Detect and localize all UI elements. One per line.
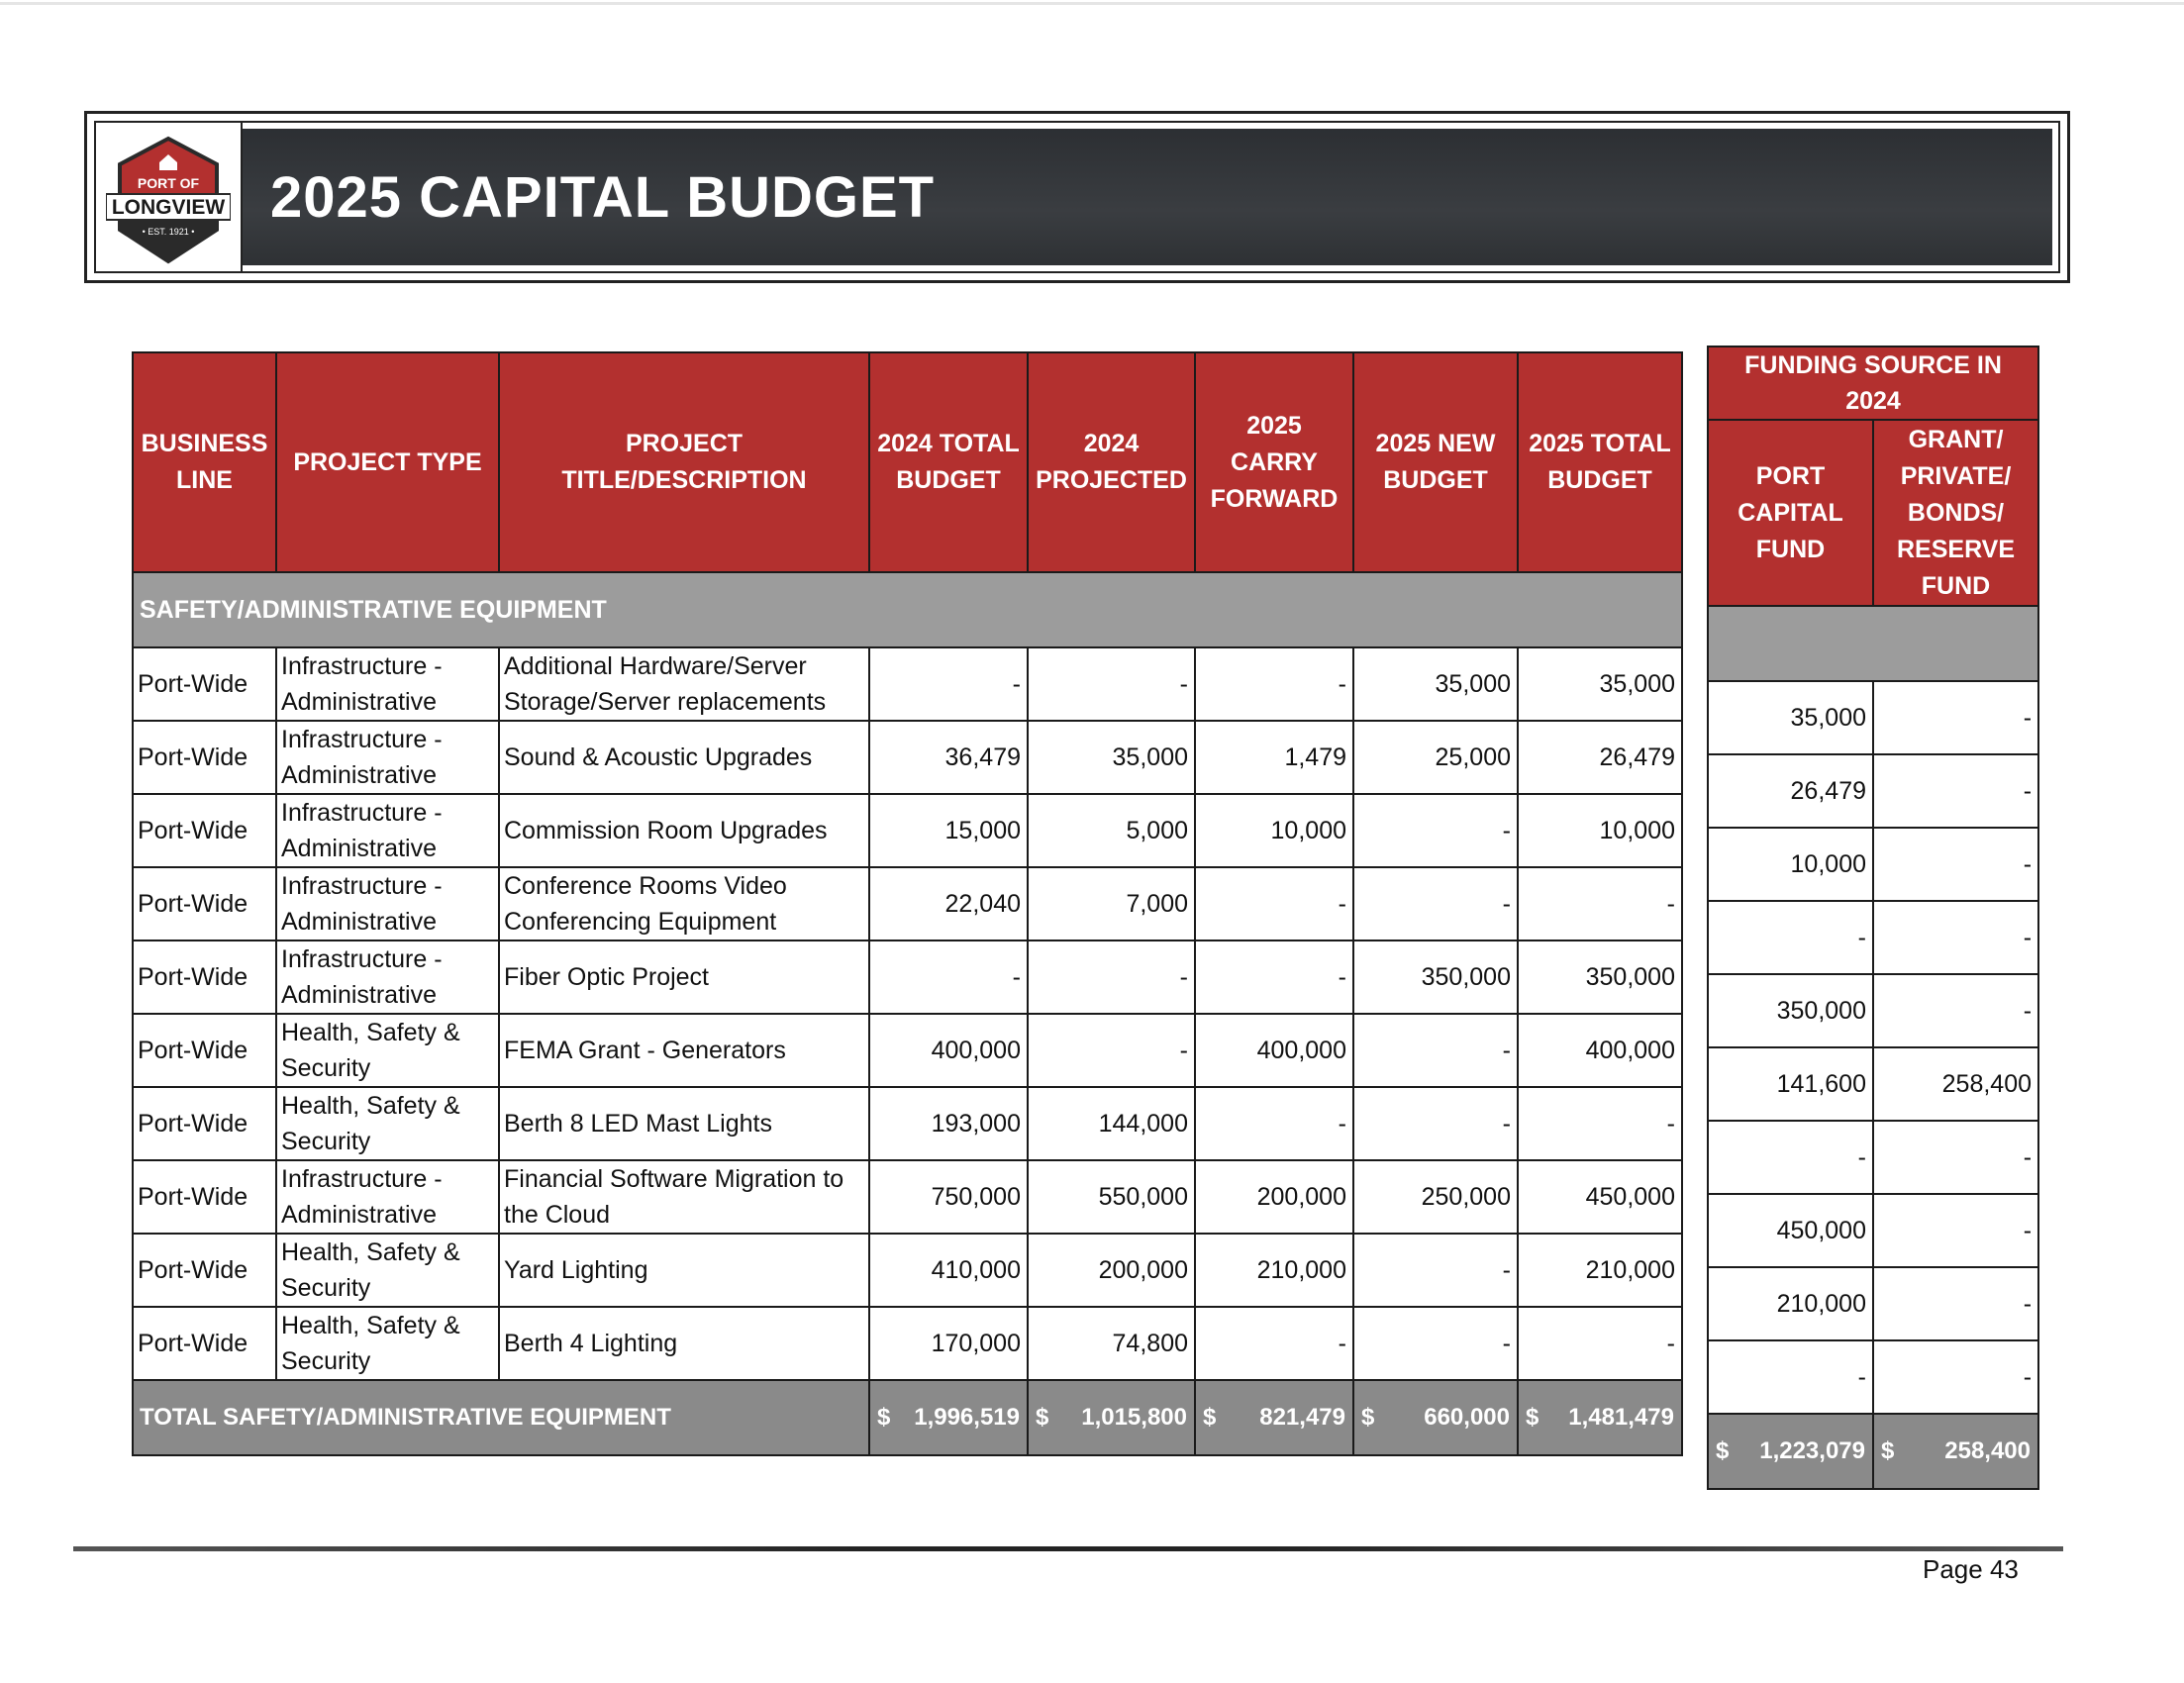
total-grant-fund bbox=[1873, 1414, 2038, 1489]
business-line-cell: Port-Wide bbox=[133, 1160, 276, 1234]
total-new-budget-2025-value: 660,000 bbox=[1424, 1404, 1510, 1431]
projected-2024-cell: 35,000 bbox=[1028, 721, 1195, 794]
capital-budget-table bbox=[132, 351, 1683, 1456]
total-budget-2025-cell: 350,000 bbox=[1518, 940, 1682, 1014]
project-title-cell: FEMA Grant - Generators bbox=[499, 1014, 869, 1087]
funding-row bbox=[1708, 901, 2038, 974]
business-line-cell: Port-Wide bbox=[133, 647, 276, 721]
total-grant-fund-value: 258,400 bbox=[1944, 1437, 2032, 1464]
business-line-cell: Port-Wide bbox=[133, 1014, 276, 1087]
funding-section-blank bbox=[1708, 606, 2038, 681]
currency-symbol: $ bbox=[1716, 1437, 1730, 1464]
funding-row bbox=[1708, 1340, 2038, 1414]
project-type-cell: Infrastructure - Administrative bbox=[276, 940, 499, 1014]
new-budget-2025-cell: 25,000 bbox=[1353, 721, 1518, 794]
header-banner-inner bbox=[94, 121, 2060, 273]
total-budget-2025-cell: 10,000 bbox=[1518, 794, 1682, 867]
budget-2024-cell: 750,000 bbox=[869, 1160, 1028, 1234]
total-projected-2024 bbox=[1028, 1380, 1195, 1455]
carry-forward-2025-cell: - bbox=[1195, 867, 1353, 940]
new-budget-2025-cell: - bbox=[1353, 1234, 1518, 1307]
header-banner bbox=[84, 111, 2070, 283]
total-label: TOTAL SAFETY/ADMINISTRATIVE EQUIPMENT bbox=[133, 1380, 869, 1455]
port-capital-fund-cell: 26,479 bbox=[1708, 754, 1873, 828]
port-logo-icon bbox=[106, 135, 231, 269]
new-budget-2025-cell: 350,000 bbox=[1353, 940, 1518, 1014]
footer-divider bbox=[73, 1546, 2063, 1551]
budget-2024-cell: - bbox=[869, 647, 1028, 721]
budget-2024-cell: - bbox=[869, 940, 1028, 1014]
table-row bbox=[133, 1014, 1682, 1087]
project-type-cell: Health, Safety & Security bbox=[276, 1014, 499, 1087]
business-line-cell: Port-Wide bbox=[133, 794, 276, 867]
budget-2024-cell: 410,000 bbox=[869, 1234, 1028, 1307]
port-capital-fund-cell: - bbox=[1708, 1121, 1873, 1194]
table-row bbox=[133, 1307, 1682, 1380]
projected-2024-cell: 200,000 bbox=[1028, 1234, 1195, 1307]
budget-2024-cell: 22,040 bbox=[869, 867, 1028, 940]
currency-symbol: $ bbox=[1881, 1437, 1895, 1464]
funding-row bbox=[1708, 1121, 2038, 1194]
funding-section-row bbox=[1708, 606, 2038, 681]
funding-row bbox=[1708, 1047, 2038, 1121]
new-budget-2025-cell: 250,000 bbox=[1353, 1160, 1518, 1234]
projected-2024-cell: - bbox=[1028, 1014, 1195, 1087]
project-type-cell: Infrastructure - Administrative bbox=[276, 794, 499, 867]
total-budget-2025-value: 1,481,479 bbox=[1568, 1404, 1674, 1431]
project-title-cell: Berth 4 Lighting bbox=[499, 1307, 869, 1380]
total-row bbox=[133, 1380, 1682, 1455]
project-title-cell: Financial Software Migration to the Cloud bbox=[499, 1160, 869, 1234]
col-header-port-capital-fund: PORT CAPITAL FUND bbox=[1708, 420, 1873, 606]
projected-2024-cell: 550,000 bbox=[1028, 1160, 1195, 1234]
project-title-cell: Berth 8 LED Mast Lights bbox=[499, 1087, 869, 1160]
carry-forward-2025-cell: 400,000 bbox=[1195, 1014, 1353, 1087]
business-line-cell: Port-Wide bbox=[133, 1087, 276, 1160]
project-type-cell: Infrastructure - Administrative bbox=[276, 647, 499, 721]
logo-line3: • EST. 1921 • bbox=[142, 227, 195, 237]
project-title-cell: Fiber Optic Project bbox=[499, 940, 869, 1014]
total-carry-forward-2025-wrap bbox=[1197, 1404, 1351, 1432]
currency-symbol: $ bbox=[1526, 1404, 1539, 1431]
table-row bbox=[133, 721, 1682, 794]
port-capital-fund-cell: - bbox=[1708, 1340, 1873, 1414]
total-budget-2024 bbox=[869, 1380, 1028, 1455]
col-header-project-type: PROJECT TYPE bbox=[276, 352, 499, 572]
funding-source-table bbox=[1707, 346, 2039, 1490]
new-budget-2025-cell: - bbox=[1353, 1087, 1518, 1160]
total-budget-2025-cell: 210,000 bbox=[1518, 1234, 1682, 1307]
port-capital-fund-cell: 210,000 bbox=[1708, 1267, 1873, 1340]
total-grant-fund-wrap bbox=[1875, 1437, 2036, 1465]
carry-forward-2025-cell: - bbox=[1195, 1087, 1353, 1160]
col-header-2025-total-budget: 2025 TOTAL BUDGET bbox=[1518, 352, 1682, 572]
new-budget-2025-cell: - bbox=[1353, 867, 1518, 940]
currency-symbol: $ bbox=[1203, 1404, 1217, 1431]
funding-row bbox=[1708, 681, 2038, 754]
grant-fund-cell: - bbox=[1873, 754, 2038, 828]
total-budget-2025-cell: - bbox=[1518, 867, 1682, 940]
col-header-business-line: BUSINESS LINE bbox=[133, 352, 276, 572]
budget-2024-cell: 36,479 bbox=[869, 721, 1028, 794]
grant-fund-cell: 258,400 bbox=[1873, 1047, 2038, 1121]
port-logo bbox=[96, 123, 243, 271]
projected-2024-cell: 7,000 bbox=[1028, 867, 1195, 940]
port-capital-fund-cell: 141,600 bbox=[1708, 1047, 1873, 1121]
grant-fund-cell: - bbox=[1873, 1194, 2038, 1267]
logo-line2: LONGVIEW bbox=[111, 196, 226, 219]
logo-line1: PORT OF bbox=[137, 175, 200, 191]
business-line-cell: Port-Wide bbox=[133, 721, 276, 794]
total-carry-forward-2025 bbox=[1195, 1380, 1353, 1455]
total-port-capital-fund-value: 1,223,079 bbox=[1759, 1437, 1865, 1464]
currency-symbol: $ bbox=[1036, 1404, 1049, 1431]
port-capital-fund-cell: 10,000 bbox=[1708, 828, 1873, 901]
funding-row bbox=[1708, 754, 2038, 828]
project-title-cell: Sound & Acoustic Upgrades bbox=[499, 721, 869, 794]
project-type-cell: Infrastructure - Administrative bbox=[276, 1160, 499, 1234]
grant-fund-cell: - bbox=[1873, 974, 2038, 1047]
project-title-cell: Commission Room Upgrades bbox=[499, 794, 869, 867]
budget-2024-cell: 400,000 bbox=[869, 1014, 1028, 1087]
total-budget-2025-cell: - bbox=[1518, 1087, 1682, 1160]
total-new-budget-2025-wrap bbox=[1355, 1404, 1516, 1432]
total-projected-2024-wrap bbox=[1030, 1404, 1193, 1432]
new-budget-2025-cell: - bbox=[1353, 794, 1518, 867]
table-row bbox=[133, 1087, 1682, 1160]
section-title: SAFETY/ADMINISTRATIVE EQUIPMENT bbox=[133, 572, 1682, 647]
project-type-cell: Infrastructure - Administrative bbox=[276, 721, 499, 794]
col-header-2025-new-budget: 2025 NEW BUDGET bbox=[1353, 352, 1518, 572]
funding-column-header-row bbox=[1708, 420, 2038, 606]
col-header-2024-total-budget: 2024 TOTAL BUDGET bbox=[869, 352, 1028, 572]
business-line-cell: Port-Wide bbox=[133, 1307, 276, 1380]
table-row bbox=[133, 647, 1682, 721]
project-type-cell: Infrastructure - Administrative bbox=[276, 867, 499, 940]
carry-forward-2025-cell: 210,000 bbox=[1195, 1234, 1353, 1307]
total-budget-2025-wrap bbox=[1520, 1404, 1680, 1432]
funding-row bbox=[1708, 1267, 2038, 1340]
top-edge-line bbox=[0, 2, 2184, 5]
total-new-budget-2025 bbox=[1353, 1380, 1518, 1455]
total-budget-2025-cell: 35,000 bbox=[1518, 647, 1682, 721]
funding-total-row bbox=[1708, 1414, 2038, 1489]
project-type-cell: Health, Safety & Security bbox=[276, 1234, 499, 1307]
table-row bbox=[133, 1160, 1682, 1234]
budget-2024-cell: 193,000 bbox=[869, 1087, 1028, 1160]
col-header-grant-fund: GRANT/ PRIVATE/ BONDS/ RESERVE FUND bbox=[1873, 420, 2038, 606]
new-budget-2025-cell: 35,000 bbox=[1353, 647, 1518, 721]
new-budget-2025-cell: - bbox=[1353, 1014, 1518, 1087]
grant-fund-cell: - bbox=[1873, 681, 2038, 754]
total-port-capital-fund-wrap bbox=[1710, 1437, 1871, 1465]
section-header-row bbox=[133, 572, 1682, 647]
port-capital-fund-cell: 350,000 bbox=[1708, 974, 1873, 1047]
projected-2024-cell: - bbox=[1028, 647, 1195, 721]
funding-row bbox=[1708, 1194, 2038, 1267]
funding-row bbox=[1708, 974, 2038, 1047]
carry-forward-2025-cell: 10,000 bbox=[1195, 794, 1353, 867]
business-line-cell: Port-Wide bbox=[133, 940, 276, 1014]
port-capital-fund-cell: 35,000 bbox=[1708, 681, 1873, 754]
projected-2024-cell: 74,800 bbox=[1028, 1307, 1195, 1380]
total-budget-2025-cell: - bbox=[1518, 1307, 1682, 1380]
grant-fund-cell: - bbox=[1873, 828, 2038, 901]
table-row bbox=[133, 940, 1682, 1014]
funding-heading-row bbox=[1708, 346, 2038, 420]
total-port-capital-fund bbox=[1708, 1414, 1873, 1489]
budget-2024-cell: 15,000 bbox=[869, 794, 1028, 867]
page-number: Page 43 bbox=[1923, 1554, 2019, 1584]
col-header-project-title: PROJECT TITLE/DESCRIPTION bbox=[499, 352, 869, 572]
project-title-cell: Conference Rooms Video Conferencing Equipment bbox=[499, 867, 869, 940]
port-capital-fund-cell: 450,000 bbox=[1708, 1194, 1873, 1267]
grant-fund-cell: - bbox=[1873, 1340, 2038, 1414]
budget-2024-cell: 170,000 bbox=[869, 1307, 1028, 1380]
business-line-cell: Port-Wide bbox=[133, 1234, 276, 1307]
new-budget-2025-cell: - bbox=[1353, 1307, 1518, 1380]
total-budget-2024-value: 1,996,519 bbox=[914, 1404, 1020, 1431]
projected-2024-cell: - bbox=[1028, 940, 1195, 1014]
currency-symbol: $ bbox=[1361, 1404, 1375, 1431]
carry-forward-2025-cell: - bbox=[1195, 647, 1353, 721]
project-type-cell: Health, Safety & Security bbox=[276, 1307, 499, 1380]
grant-fund-cell: - bbox=[1873, 1121, 2038, 1194]
total-budget-2025 bbox=[1518, 1380, 1682, 1455]
funding-row bbox=[1708, 828, 2038, 901]
carry-forward-2025-cell: - bbox=[1195, 1307, 1353, 1380]
total-budget-2025-cell: 26,479 bbox=[1518, 721, 1682, 794]
column-header-row bbox=[133, 352, 1682, 572]
title-bar bbox=[243, 123, 2058, 271]
page-title: 2025 CAPITAL BUDGET bbox=[270, 164, 936, 230]
funding-heading: FUNDING SOURCE IN 2024 bbox=[1708, 346, 2038, 420]
project-type-cell: Health, Safety & Security bbox=[276, 1087, 499, 1160]
carry-forward-2025-cell: 1,479 bbox=[1195, 721, 1353, 794]
grant-fund-cell: - bbox=[1873, 1267, 2038, 1340]
business-line-cell: Port-Wide bbox=[133, 867, 276, 940]
grant-fund-cell: - bbox=[1873, 901, 2038, 974]
total-projected-2024-value: 1,015,800 bbox=[1081, 1404, 1187, 1431]
currency-symbol: $ bbox=[877, 1404, 891, 1431]
col-header-2025-carry-forward: 2025 CARRY FORWARD bbox=[1195, 352, 1353, 572]
port-capital-fund-cell: - bbox=[1708, 901, 1873, 974]
projected-2024-cell: 5,000 bbox=[1028, 794, 1195, 867]
table-row bbox=[133, 794, 1682, 867]
project-title-cell: Additional Hardware/Server Storage/Server replacements bbox=[499, 647, 869, 721]
table-row bbox=[133, 1234, 1682, 1307]
carry-forward-2025-cell: - bbox=[1195, 940, 1353, 1014]
projected-2024-cell: 144,000 bbox=[1028, 1087, 1195, 1160]
total-budget-2025-cell: 450,000 bbox=[1518, 1160, 1682, 1234]
total-budget-2025-cell: 400,000 bbox=[1518, 1014, 1682, 1087]
total-carry-forward-2025-value: 821,479 bbox=[1259, 1404, 1345, 1431]
col-header-2024-projected: 2024 PROJECTED bbox=[1028, 352, 1195, 572]
table-row bbox=[133, 867, 1682, 940]
carry-forward-2025-cell: 200,000 bbox=[1195, 1160, 1353, 1234]
project-title-cell: Yard Lighting bbox=[499, 1234, 869, 1307]
total-budget-2024-wrap bbox=[871, 1404, 1026, 1432]
